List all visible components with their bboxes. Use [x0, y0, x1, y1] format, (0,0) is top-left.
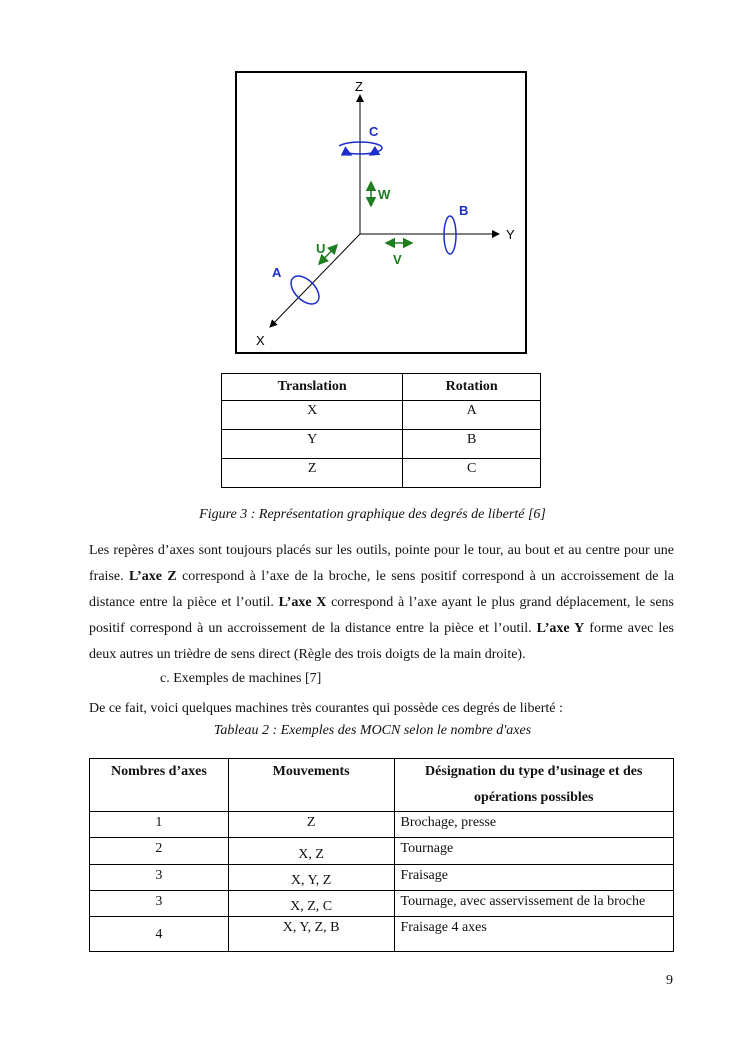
header-movements: Mouvements	[228, 759, 394, 812]
dof-figure	[235, 71, 527, 354]
rotation-cell: C	[403, 459, 541, 488]
axes-count-cell: 4	[90, 917, 229, 952]
w-translation-label: W	[378, 187, 391, 202]
movements-cell: X, Y, Z	[228, 865, 394, 891]
paragraph-text: correspond à l’axe de la broche, le sens positif correspond à un accroissement de la distance entre la pièce et l’outil.	[89, 569, 674, 610]
header-rotation: Rotation	[403, 374, 541, 401]
table-row	[90, 891, 674, 917]
table-row	[90, 865, 674, 891]
rotation-cell: A	[403, 401, 541, 430]
movements-cell: X, Y, Z, B	[228, 917, 394, 952]
axes-count-cell: 3	[90, 865, 229, 891]
table-row	[90, 812, 674, 838]
table-row	[222, 430, 541, 459]
movements-cell: X, Z, C	[228, 891, 394, 917]
designation-cell: Tournage, avec asservissement de la broche	[394, 891, 673, 917]
x-axis-line	[270, 234, 360, 327]
x-axis-label: X	[256, 333, 265, 348]
c-rotation-label: C	[369, 124, 379, 139]
designation-cell: Brochage, presse	[394, 812, 673, 838]
page-number: 9	[666, 973, 673, 988]
designation-cell: Tournage	[394, 838, 673, 865]
b-rotation-arrow	[444, 216, 456, 254]
header-translation: Translation	[222, 374, 403, 401]
dof-table	[221, 373, 541, 488]
header-axes-count: Nombres d’axes	[90, 759, 229, 812]
z-axis-label: Z	[355, 79, 363, 94]
axes-diagram	[237, 73, 525, 352]
table-header-row	[222, 374, 541, 401]
axes-count-cell: 2	[90, 838, 229, 865]
subsection-heading: c. Exemples de machines [7]	[160, 671, 322, 686]
axes-count-cell: 1	[90, 812, 229, 838]
axes-count-cell: 3	[90, 891, 229, 917]
rotation-cell: B	[403, 430, 541, 459]
y-axis-label: Y	[506, 227, 515, 242]
table-caption: Tableau 2 : Exemples des MOCN selon le nombre d'axes	[213, 723, 532, 738]
paragraph-bold-term: L’axe Y	[536, 621, 585, 636]
designation-cell: Fraisage	[394, 865, 673, 891]
movements-cell: Z	[228, 812, 394, 838]
figure-caption: Figure 3 : Représentation graphique des degrés de liberté [6]	[199, 507, 546, 522]
b-rotation-label: B	[459, 203, 469, 218]
designation-cell: Fraisage 4 axes	[394, 917, 673, 952]
paragraph-text: forme avec les deux autres un trièdre de sens direct (Règle des trois doigts de la main droite).	[89, 621, 674, 662]
table-header-row	[90, 759, 674, 812]
translation-cell: X	[222, 401, 403, 430]
table-row	[90, 917, 674, 952]
body-paragraph	[89, 538, 674, 668]
table-row	[90, 838, 674, 865]
v-translation-label: V	[393, 252, 402, 267]
header-designation: Désignation du type d’usinage et des opérations possibles	[394, 759, 673, 812]
paragraph-bold-term: L’axe Z	[129, 569, 177, 584]
intro-paragraph: De ce fait, voici quelques machines très courantes qui possède ces degrés de liberté :	[89, 701, 563, 716]
paragraph-text: Les repères d’axes sont toujours placés sur les outils, pointe pour le tour, au bout et au centre pour une fraise.	[89, 543, 674, 584]
a-rotation-label: A	[272, 265, 282, 280]
table-row	[222, 459, 541, 488]
movements-cell: X, Z	[228, 838, 394, 865]
translation-cell: Y	[222, 430, 403, 459]
translation-cell: Z	[222, 459, 403, 488]
u-translation-label: U	[316, 241, 326, 256]
table-row	[222, 401, 541, 430]
mocn-table	[89, 758, 674, 952]
paragraph-text: correspond à l’axe ayant le plus grand déplacement, le sens positif correspond à un accroissement de la distance entre la pièce et l’outil.	[89, 595, 675, 636]
paragraph-bold-term: L’axe X	[278, 595, 327, 610]
